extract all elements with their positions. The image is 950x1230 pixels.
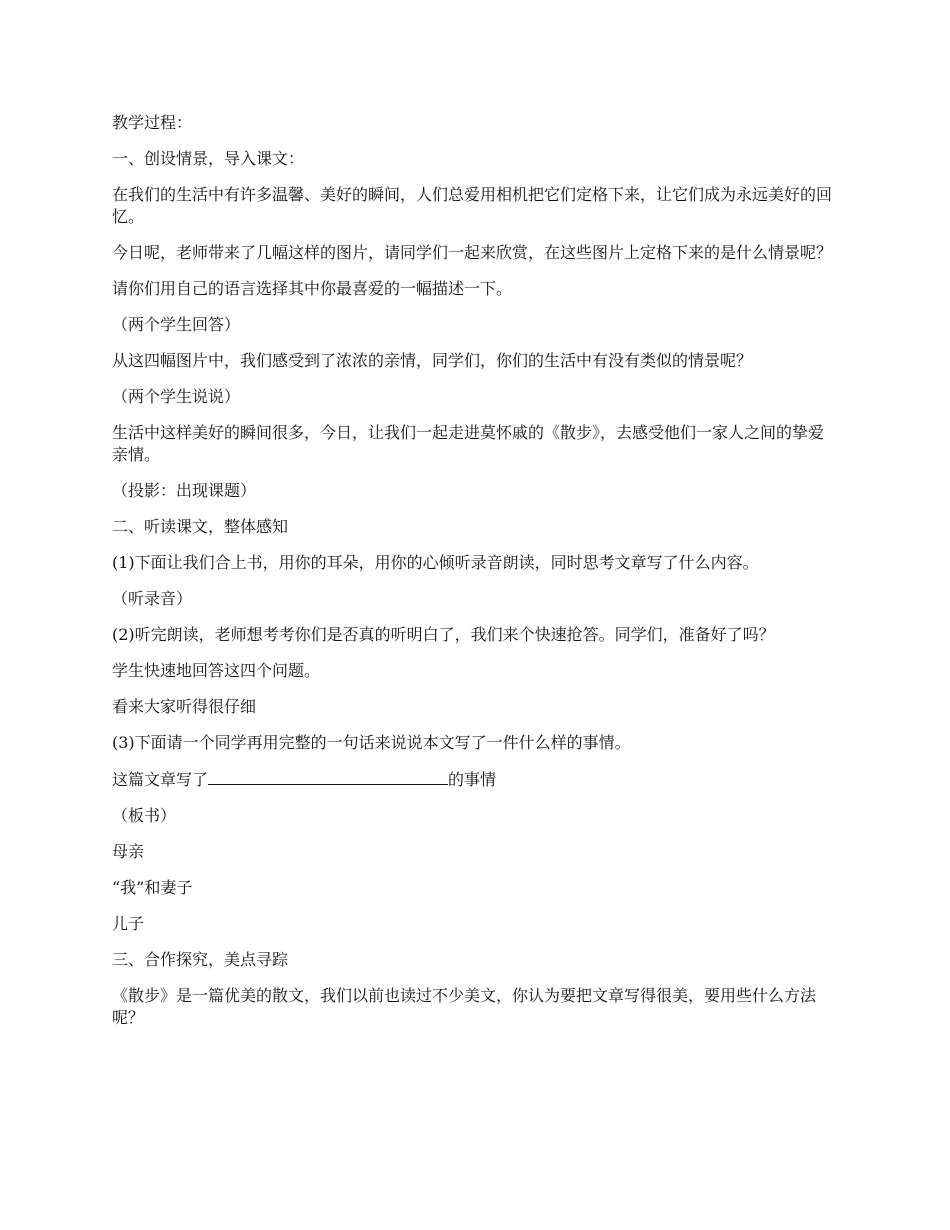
paragraph: 学生快速地回答这四个问题。 (112, 661, 321, 680)
paragraph: 《散步》是一篇优美的散文，我们以前也读过不少美文，你认为要把文章写得很美，要用些什么方法呢？ (112, 986, 817, 1027)
paragraph: （投影：出现课题） (112, 481, 257, 500)
paragraph: (2)听完朗读，老师想考考你们是否真的听明白了，我们来个快速抢答。同学们，准备好了吗？ (112, 625, 775, 644)
fill-in-after: 的事情 (448, 770, 497, 789)
paragraph: 教学过程： (112, 113, 193, 132)
paragraph: 今日呢，老师带来了几幅这样的图片，请同学们一起来欣赏，在这些图片上定格下来的是什么情景呢？ (112, 243, 833, 262)
fill-in-sentence (112, 768, 838, 791)
paragraph: (3)下面请一个同学再用完整的一句话来说说本文写了一件什么样的事情。 (112, 733, 631, 752)
paragraph: （听录音） (112, 589, 193, 608)
paragraph: 生活中这样美好的瞬间很多，今日，让我们一起走进莫怀戚的《散步》，去感受他们一家人之间的挚爱亲情。 (112, 423, 825, 464)
paragraph: （板书） (112, 806, 177, 825)
paragraph: （两个学生说说） (112, 387, 241, 406)
paragraph: 请你们用自己的语言选择其中你最喜爱的一幅描述一下。 (112, 279, 513, 298)
section-heading: 一、创设情景，导入课文： (112, 149, 305, 168)
fill-in-before: 这篇文章写了 (112, 770, 209, 789)
section-heading: 三、合作探究，美点寻踪 (112, 950, 289, 969)
board-item: “我”和妻子 (112, 878, 193, 897)
paragraph: （两个学生回答） (112, 315, 241, 334)
paragraph: 看来大家听得很仔细 (112, 697, 257, 716)
section-heading: 二、听读课文，整体感知 (112, 517, 289, 536)
paragraph: (1)下面让我们合上书，用你的耳朵，用你的心倾听录音朗读，同时思考文章写了什么内容。 (112, 553, 759, 572)
board-item: 母亲 (112, 842, 145, 861)
fill-in-blank (208, 768, 448, 785)
paragraph: 在我们的生活中有许多温馨、美好的瞬间，人们总爱用相机把它们定格下来，让它们成为永远美好的回忆。 (112, 185, 833, 226)
board-item: 儿子 (112, 914, 145, 933)
paragraph: 从这四幅图片中，我们感受到了浓浓的亲情，同学们，你们的生活中有没有类似的情景呢？ (112, 351, 753, 370)
